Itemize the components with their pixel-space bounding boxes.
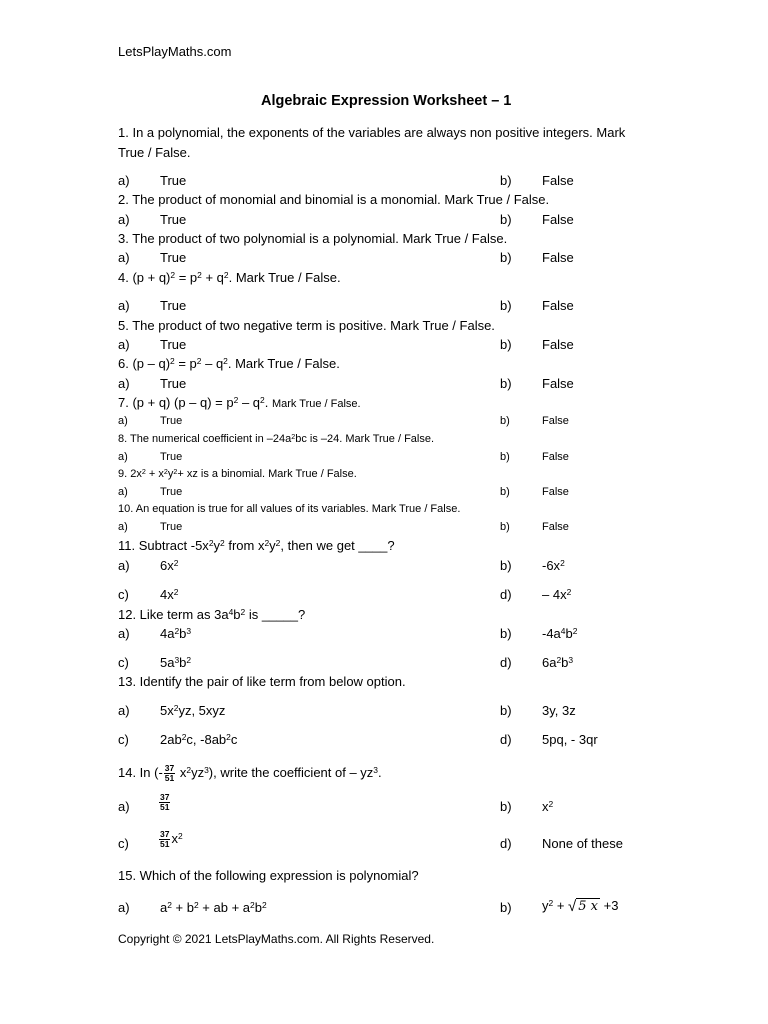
- question-5-text: 5. The product of two negative term is positive. Mark True / False.: [118, 318, 495, 333]
- question-3-option-a: True: [160, 250, 187, 265]
- question-4-text: 4. $(p + q)^2 = p^2 + q^2$. Mark True / False.: [118, 270, 341, 285]
- question-11-text: 11. Subtract $-5x^2y^2$ from $x^2y^2$, then we get ____?: [118, 538, 395, 553]
- question-4-option-b: False: [542, 298, 574, 313]
- question-11-option-c: $4x^2$: [160, 587, 179, 602]
- fraction: $\frac{37}{51}$: [160, 829, 170, 849]
- question-13-option-d: 5pq, - 3qr: [542, 732, 598, 747]
- option-label-a: a): [118, 451, 128, 463]
- option-label-d: d): [500, 587, 512, 602]
- question-14-option-b: $x^2$: [542, 799, 554, 814]
- option-label-b: b): [500, 173, 512, 188]
- question-10-option-a: True: [160, 521, 183, 533]
- question-14-option-d: None of these: [542, 836, 623, 851]
- option-label-c: c): [118, 655, 129, 670]
- option-label-b: b): [500, 486, 510, 498]
- option-label-a: a): [118, 486, 128, 498]
- option-label-a: a): [118, 626, 130, 641]
- question-4-option-a: True: [160, 298, 187, 313]
- option-label-d: d): [500, 655, 512, 670]
- option-label-a: a): [118, 900, 130, 915]
- question-11-option-d: – $4x^2$: [542, 587, 572, 602]
- question-14-option-c: $\frac{37}{51}$ $x^2$: [160, 829, 183, 849]
- question-10-option-b: False: [542, 521, 569, 533]
- question-8-option-b: False: [542, 451, 569, 463]
- question-12-option-a: $4a^2b^3$: [160, 626, 192, 641]
- question-9-text: 9. $2x^2 + x^2y^2+$ xz is a binomial. Mark True / False.: [118, 467, 357, 480]
- question-6-option-b: False: [542, 376, 574, 391]
- question-1-line-2: True / False.: [118, 145, 191, 160]
- question-2-text: 2. The product of monomial and binomial is a monomial. Mark True / False.: [118, 192, 550, 207]
- page-title: Algebraic Expression Worksheet – 1: [261, 93, 512, 109]
- question-7-text: 7. (p + q) $(p - q) = p^2 - q^2$. Mark True / False.: [118, 395, 361, 410]
- option-label-b: b): [500, 900, 512, 915]
- question-15-option-a: $a^2 + b^2$ + ab + $a^2b^2$: [160, 900, 267, 915]
- question-1-option-b: False: [542, 173, 574, 188]
- question-10-text: 10. An equation is true for all values of its variables. Mark True / False.: [118, 503, 461, 515]
- question-8-text: 8. The numerical coefficient in $-24a^2bc$ is –24. Mark True / False.: [118, 432, 435, 445]
- question-8-option-a: True: [160, 451, 183, 463]
- option-label-a: a): [118, 173, 130, 188]
- copyright-footer: Copyright © 2021 LetsPlayMaths.com. All Rights Reserved.: [118, 932, 435, 946]
- option-label-c: c): [118, 587, 129, 602]
- option-label-a: a): [118, 250, 130, 265]
- option-label-b: b): [500, 558, 512, 573]
- option-label-b: b): [500, 376, 512, 391]
- question-13-option-c: $2ab^2c$, $-8ab^2c$: [160, 732, 238, 747]
- question-6-text: 6. $(p - q)^2 = p^2 - q^2$. Mark True / False.: [118, 356, 340, 371]
- site-header: LetsPlayMaths.com: [118, 44, 232, 59]
- question-15-text: 15. Which of the following expression is polynomial?: [118, 868, 419, 883]
- question-1-option-a: True: [160, 173, 187, 188]
- option-label-b: b): [500, 250, 512, 265]
- option-label-a: a): [118, 337, 130, 352]
- question-5-option-b: False: [542, 337, 574, 352]
- option-label-a: a): [118, 703, 130, 718]
- question-9-option-b: False: [542, 486, 569, 498]
- option-label-b: b): [500, 626, 512, 641]
- question-9-option-a: True: [160, 486, 183, 498]
- question-12-text: 12. Like term as $3a^4b^2$ is _____?: [118, 607, 306, 622]
- option-label-a: a): [118, 799, 130, 814]
- option-label-c: c): [118, 836, 129, 851]
- option-label-b: b): [500, 337, 512, 352]
- option-label-a: a): [118, 298, 130, 313]
- question-12-option-c: $5a^3b^2$: [160, 655, 192, 670]
- question-12-option-b: $-4a^4b^2$: [542, 626, 578, 641]
- option-label-b: b): [500, 298, 512, 313]
- question-7-option-b: False: [542, 415, 569, 427]
- option-label-b: b): [500, 212, 512, 227]
- question-11-option-b: $-6x^2$: [542, 558, 565, 573]
- question-2-option-a: True: [160, 212, 187, 227]
- square-root: √ 5 x: [568, 898, 599, 915]
- option-label-b: b): [500, 521, 510, 533]
- option-label-a: a): [118, 558, 130, 573]
- question-14-option-a: [158, 793, 171, 812]
- option-label-a: a): [118, 376, 130, 391]
- question-11-option-a: $6x^2$: [160, 558, 179, 573]
- option-label-d: d): [500, 836, 512, 851]
- option-label-b: b): [500, 703, 512, 718]
- question-14-text: 14. In (- $\frac{37}{51}$ $x^2yz^3$), write the coefficient of – $yz^3$.: [118, 763, 382, 783]
- question-6-option-a: True: [160, 376, 187, 391]
- question-13-option-b: 3y, 3z: [542, 703, 576, 718]
- option-label-b: b): [500, 415, 510, 427]
- question-12-option-d: $6a^2b^3$: [542, 655, 574, 670]
- option-label-c: c): [118, 732, 129, 747]
- question-5-option-a: True: [160, 337, 187, 352]
- question-13-text: 13. Identify the pair of like term from below option.: [118, 674, 406, 689]
- option-label-a: a): [118, 521, 128, 533]
- option-label-b: b): [500, 451, 510, 463]
- question-2-option-b: False: [542, 212, 574, 227]
- option-label-a: a): [118, 415, 128, 427]
- question-13-option-a: $5x^2yz$, 5xyz: [160, 703, 226, 718]
- option-label-a: a): [118, 212, 130, 227]
- question-1-line-1: 1. In a polynomial, the exponents of the variables are always non positive integers. Mark: [118, 125, 626, 140]
- question-7-option-a: True: [160, 415, 183, 427]
- question-3-option-b: False: [542, 250, 574, 265]
- question-15-option-b: $y^2$ + √ 5 x +3: [542, 898, 619, 915]
- question-3-text: 3. The product of two polynomial is a polynomial. Mark True / False.: [118, 231, 508, 246]
- fraction: $\frac{37}{51}$: [160, 792, 170, 812]
- fraction: $\frac{37}{51}$: [164, 763, 175, 783]
- option-label-d: d): [500, 732, 512, 747]
- option-label-b: b): [500, 799, 512, 814]
